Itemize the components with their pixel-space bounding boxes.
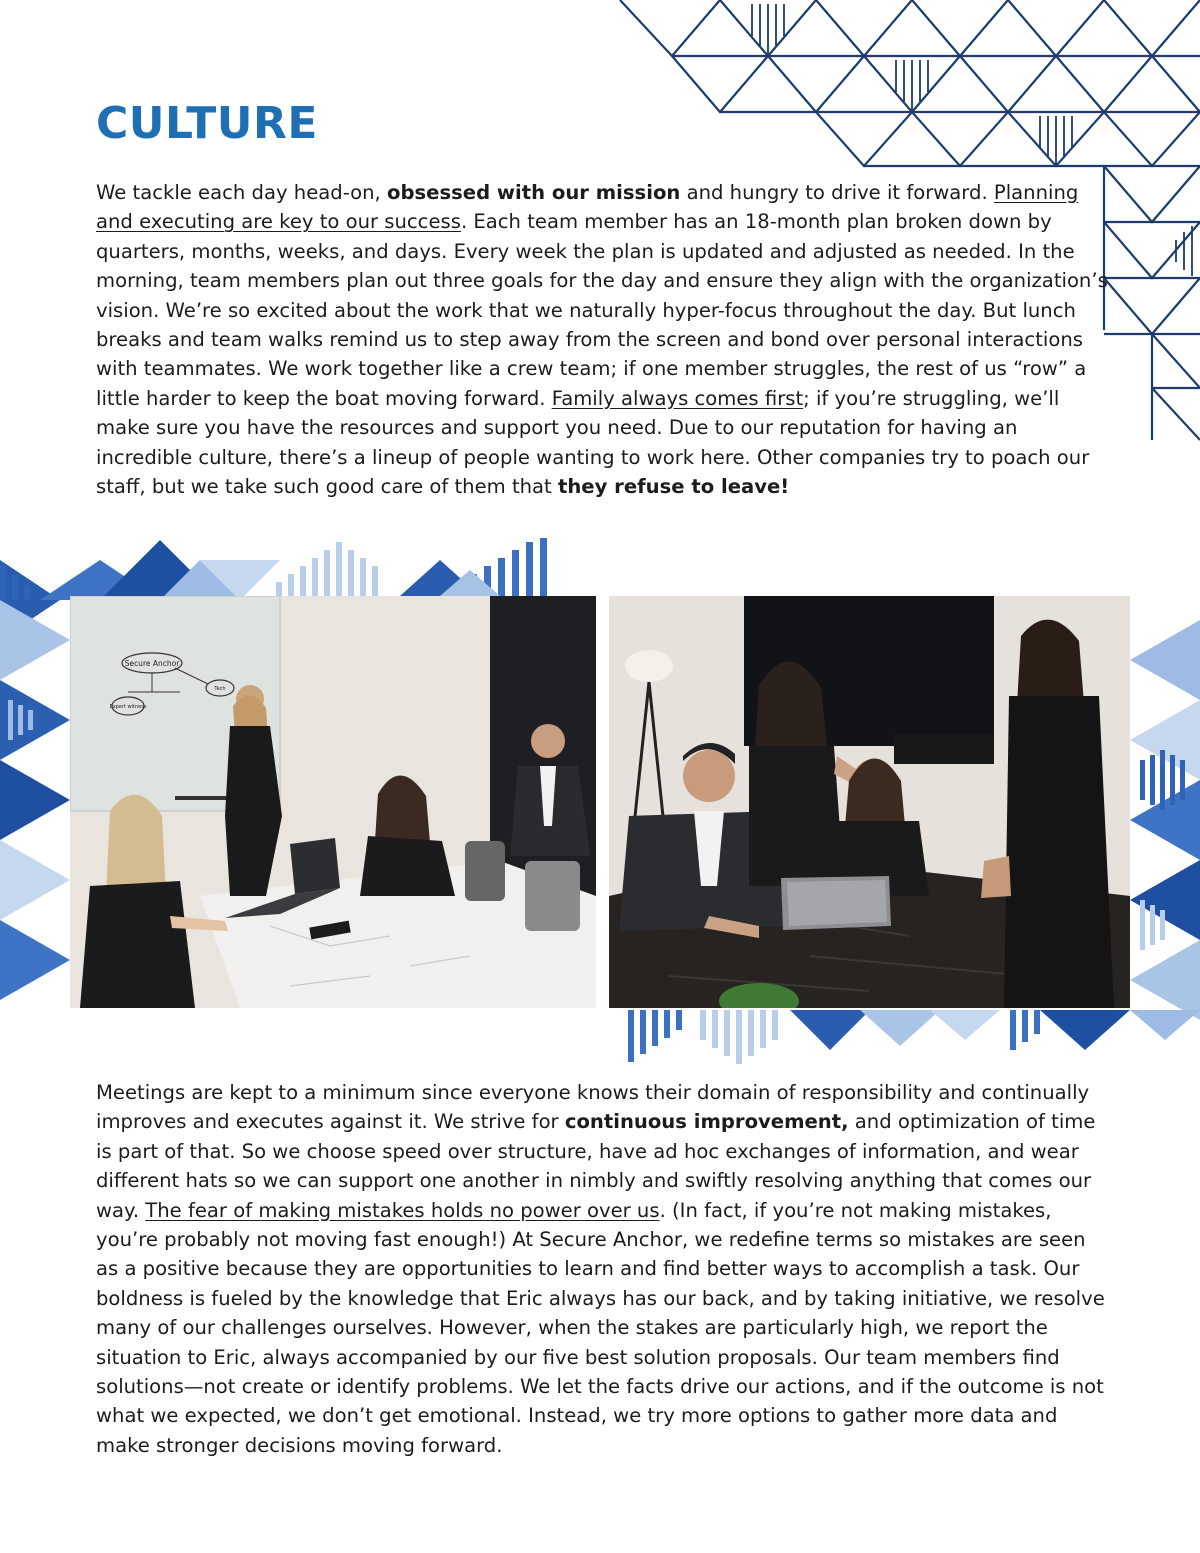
text-run: . (In fact, if you’re not making mistakes, you’re probably not moving fast enough!) At Secure Anchor, we redefine terms so mistakes are seen as a positive because they are opportunities to learn and find better ways to accomplish a task. Our boldness is fueled by the knowledge that Eric always has our back, and by taking initiative, we resolve many of our challenges ourselves. However, when the stakes are particularly high, we report the situation to Eric, always accompanied by our five best solution proposals. Our team members find solutions—not create or identify problems. We let the facts drive our actions, and if the outcome is not what we expected, we don’t get emotional. Instead, we try more options to gather more data and make stronger decisions moving forward. <box>96 1198 1105 1457</box>
bold-phrase: continuous improvement, <box>564 1110 849 1134</box>
whiteboard-meeting-photo <box>70 596 596 1008</box>
bold-phrase: they refuse to leave! <box>557 475 790 499</box>
whiteboard-main-node: Secure Anchor <box>124 659 180 668</box>
text-run: ; if you’re struggling, we’ll make sure you have the resources and support you need. Due to our reputation for having an incredible culture, there’s a lineup of people wanting to work here. Other companies try to poach our staff, but we take such good care of them that <box>96 386 1090 499</box>
whiteboard-left-node: Expert witness <box>109 704 147 710</box>
text-run: and hungry to drive it forward. <box>680 181 994 204</box>
culture-paragraph-1 <box>96 178 1116 501</box>
text-run: . Each team member has an 18-month plan broken down by quarters, months, weeks, and days. Every week the plan is updated and adjusted as needed. In the morning, team members plan out three goals for the day and ensure they align with the organization’s vision. We’re so excited about the work that we naturally hyper-focus throughout the day. But lunch breaks and team walks remind us to step away from the screen and bond over personal interactions with teammates. We work together like a crew team; if one member struggles, the rest of us “row” a little harder to keep the boat moving forward. <box>96 210 1108 410</box>
underlined-phrase: Family always comes first <box>551 386 804 410</box>
text-run: Meetings are kept to a minimum since everyone knows their domain of responsibility and continually improves and executes against it. We strive for <box>96 1081 1090 1134</box>
bold-phrase: obsessed with our mission <box>387 181 681 204</box>
underlined-phrase: The fear of making mistakes holds no power over us <box>145 1198 660 1222</box>
text-run: and optimization of time is part of that. So we choose speed over structure, have ad hoc exchanges of information, and wear different hats so we can support one another in nimbly and swiftly resolving anything that comes our way. <box>96 1110 1096 1222</box>
whiteboard-right-node: Tech <box>214 686 226 692</box>
culture-paragraph-2 <box>96 1078 1106 1460</box>
underlined-phrase: Planning and executing are key to our success <box>96 181 1079 234</box>
team-laptop-photo <box>609 596 1130 1008</box>
page-title: CULTURE <box>96 98 318 149</box>
text-run: We tackle each day head-on, <box>96 181 388 204</box>
